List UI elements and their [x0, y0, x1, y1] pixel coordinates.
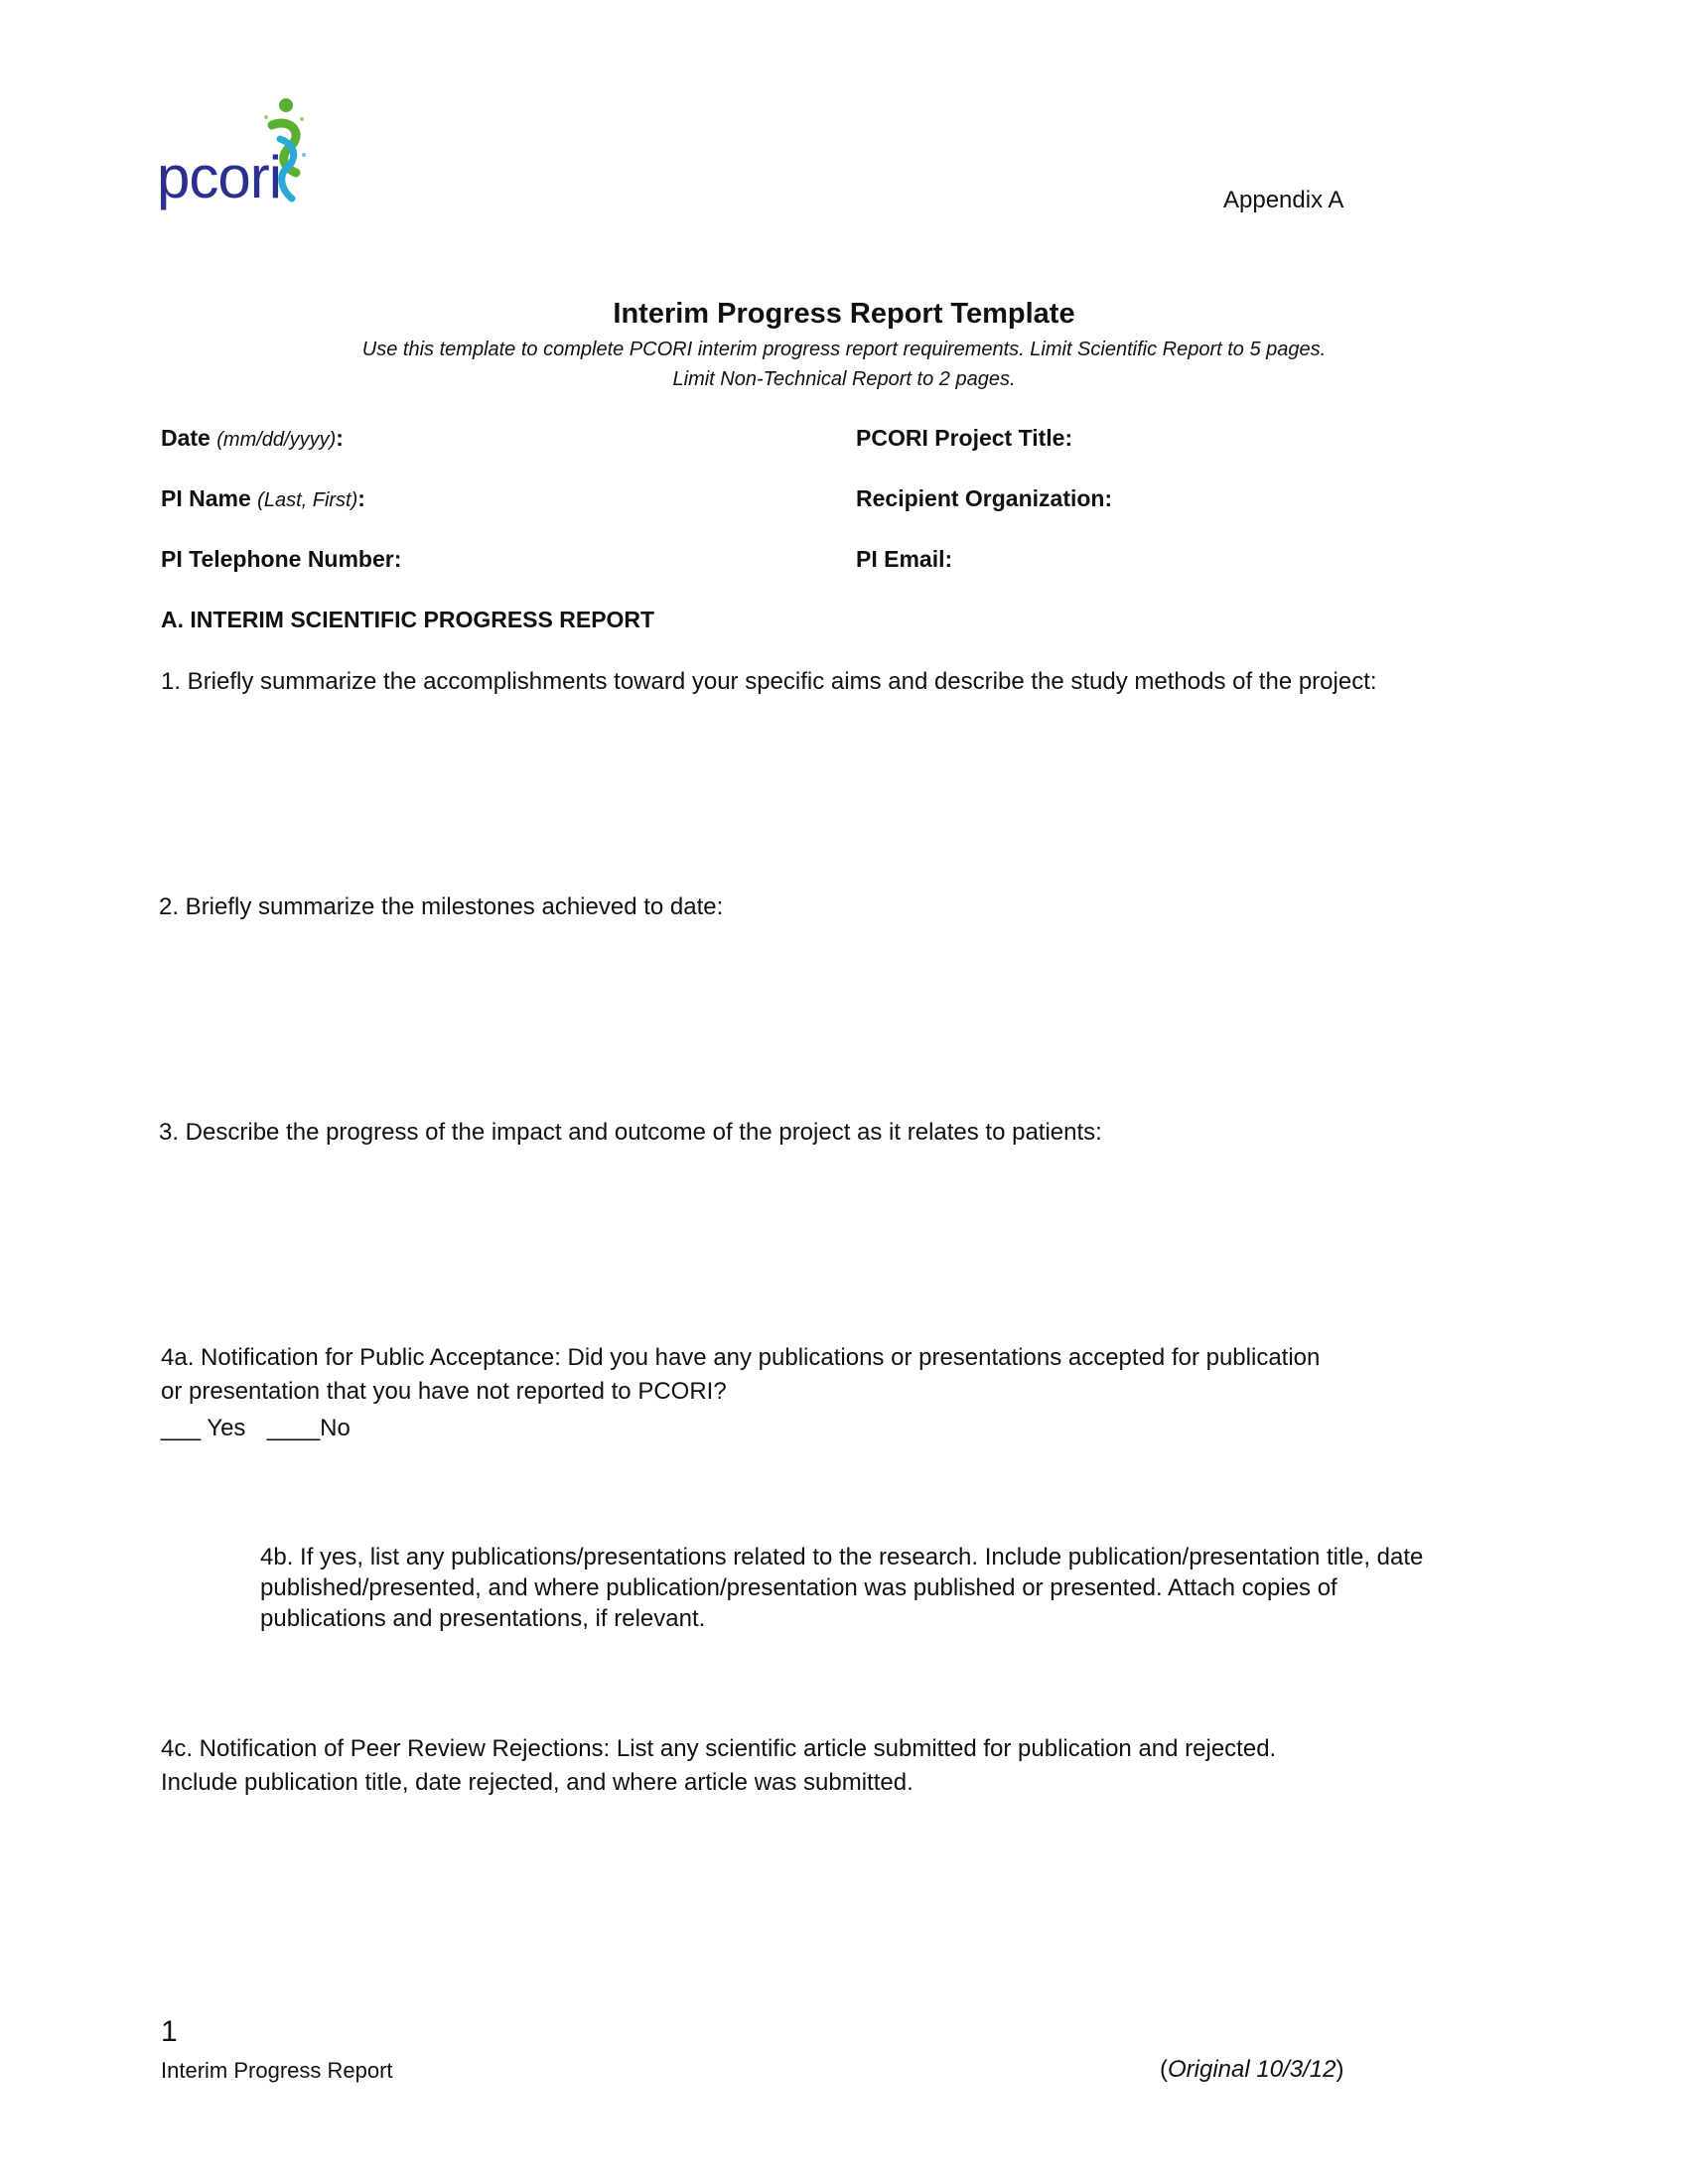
- logo-wordmark: pcori: [157, 144, 282, 210]
- footer-revision-open: (: [1160, 2056, 1168, 2083]
- yes-label: Yes: [207, 1415, 246, 1441]
- question-4b-line-2: published/presented, and where publication/presentation was published or presented. Attach copies of: [260, 1574, 1337, 1601]
- footer-revision-close: ): [1336, 2056, 1344, 2083]
- question-4c-line-1: 4c. Notification of Peer Review Rejections: List any scientific article submitted for publication and rejected.: [161, 1735, 1277, 1762]
- date-colon: :: [336, 425, 344, 451]
- question-4a-line-1: 4a. Notification for Public Acceptance: Did you have any publications or presentations accepted for publication: [161, 1344, 1321, 1371]
- recipient-organization-label: Recipient Organization:: [856, 485, 1113, 511]
- subtitle-line-2: Limit Non-Technical Report to 2 pages.: [672, 368, 1016, 390]
- date-label: Date: [161, 425, 211, 451]
- pi-name-colon: :: [357, 485, 365, 511]
- project-title-label: PCORI Project Title:: [856, 425, 1073, 451]
- pi-name-format-hint: (Last, First): [257, 489, 358, 511]
- footer-revision-text: Original 10/3/12: [1168, 2056, 1336, 2083]
- page-number: 1: [161, 2015, 178, 2048]
- question-2: 2. Briefly summarize the milestones achieved to date:: [159, 893, 724, 920]
- date-format-hint: (mm/dd/yyyy): [216, 429, 337, 451]
- pi-name-label: PI Name: [161, 485, 251, 511]
- pi-telephone-label: PI Telephone Number:: [161, 546, 402, 572]
- yes-no-options: [161, 1415, 351, 1442]
- question-4a-line-2: or presentation that you have not reported to PCORI?: [161, 1378, 727, 1405]
- pcori-logo: [157, 95, 306, 214]
- footer-revision: [1160, 2056, 1343, 2084]
- footer-left-text: Interim Progress Report: [161, 2058, 393, 2083]
- question-1: 1. Briefly summarize the accomplishments toward your specific aims and describe the study methods of the project:: [161, 668, 1377, 695]
- question-4b-line-3: publications and presentations, if relevant.: [260, 1605, 706, 1632]
- question-4c-line-2: Include publication title, date rejected, and where article was submitted.: [161, 1769, 914, 1796]
- subtitle-line-1: Use this template to complete PCORI interim progress report requirements. Limit Scientific Report to 5 pages.: [361, 339, 1327, 360]
- date-field-label: [161, 425, 344, 452]
- appendix-label: Appendix A: [1223, 187, 1344, 213]
- pi-name-field-label: [161, 485, 365, 512]
- question-4b-line-1: 4b. If yes, list any publications/presentations related to the research. Include publication/presentation title, date: [260, 1544, 1424, 1570]
- yes-blank[interactable]: ___: [161, 1415, 202, 1441]
- document-title: Interim Progress Report Template: [613, 298, 1075, 330]
- no-label: No: [320, 1415, 351, 1441]
- logo-figure-icon: [252, 95, 312, 205]
- no-blank[interactable]: ____: [266, 1415, 321, 1441]
- section-a-heading: A. INTERIM SCIENTIFIC PROGRESS REPORT: [161, 607, 655, 632]
- question-3: 3. Describe the progress of the impact and outcome of the project as it relates to patients:: [159, 1119, 1102, 1146]
- pi-email-label: PI Email:: [856, 546, 953, 572]
